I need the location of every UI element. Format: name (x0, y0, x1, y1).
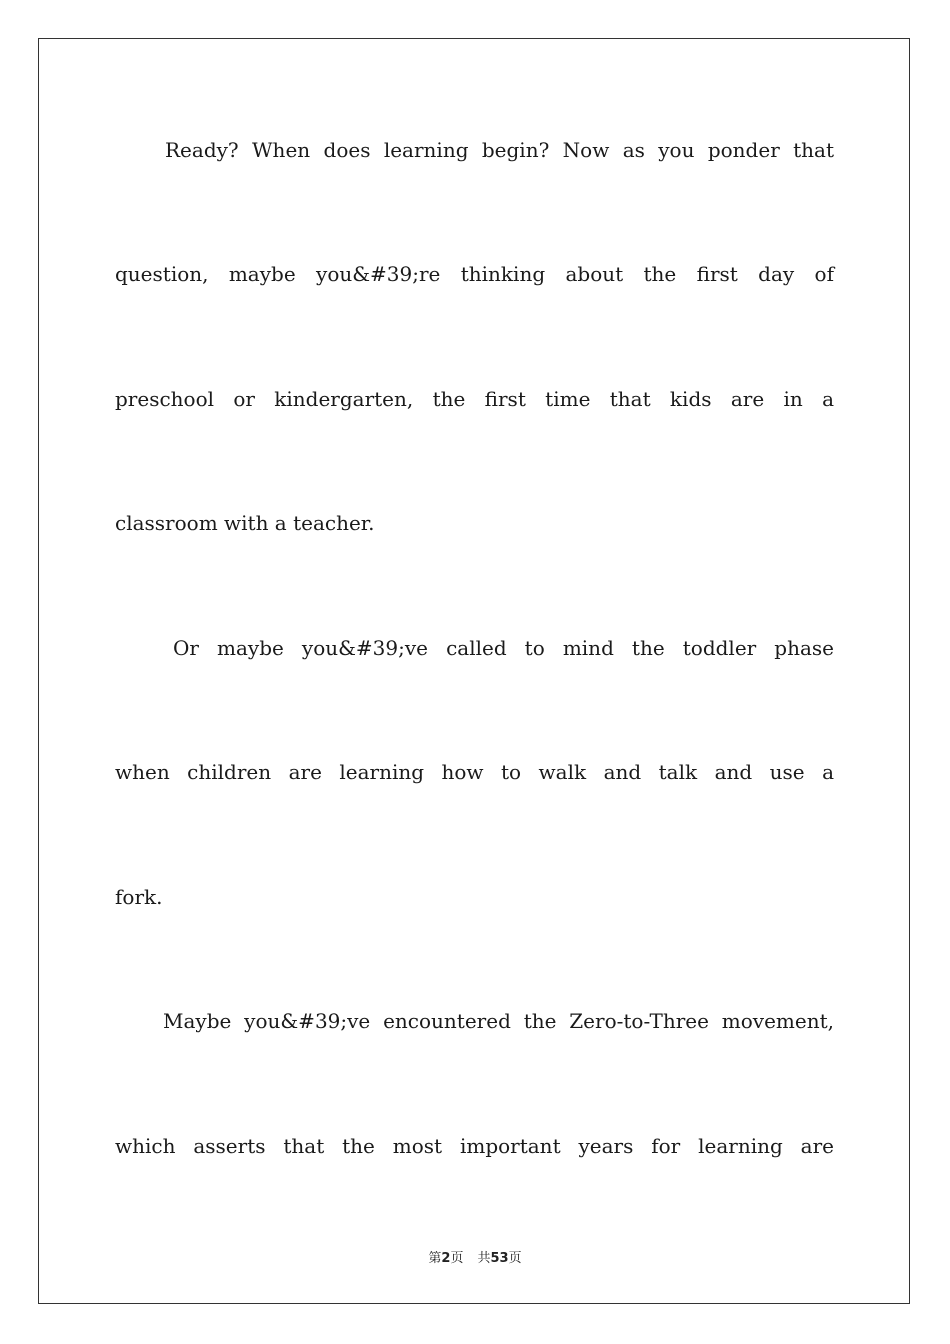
text-line-3: preschool or kindergarten, the first time that kids are in a (115, 387, 834, 411)
total-pages: 53 (490, 1251, 509, 1266)
total-suffix: 页 (508, 1251, 522, 1266)
text-line-1: Ready? When does learning begin? Now as you ponder that (165, 138, 834, 162)
page-suffix: 页 (450, 1251, 464, 1266)
total-prefix: 共 (477, 1251, 491, 1266)
text-line-8: Maybe you&#39;ve encountered the Zero-to-Three movement, (163, 1009, 834, 1033)
page-frame (38, 38, 910, 1304)
text-line-2: question, maybe you&#39;re thinking about the first day of (115, 262, 834, 286)
page-number: 2 (441, 1251, 451, 1266)
text-line-5: Or maybe you&#39;ve called to mind the toddler phase (173, 636, 834, 660)
text-line-7: fork. (115, 885, 163, 909)
page-footer (0, 1247, 950, 1266)
text-line-4: classroom with a teacher. (115, 511, 375, 535)
text-line-9: which asserts that the most important years for learning are (115, 1134, 834, 1158)
text-line-6: when children are learning how to walk and talk and use a (115, 760, 834, 784)
page-prefix: 第 (428, 1251, 442, 1266)
